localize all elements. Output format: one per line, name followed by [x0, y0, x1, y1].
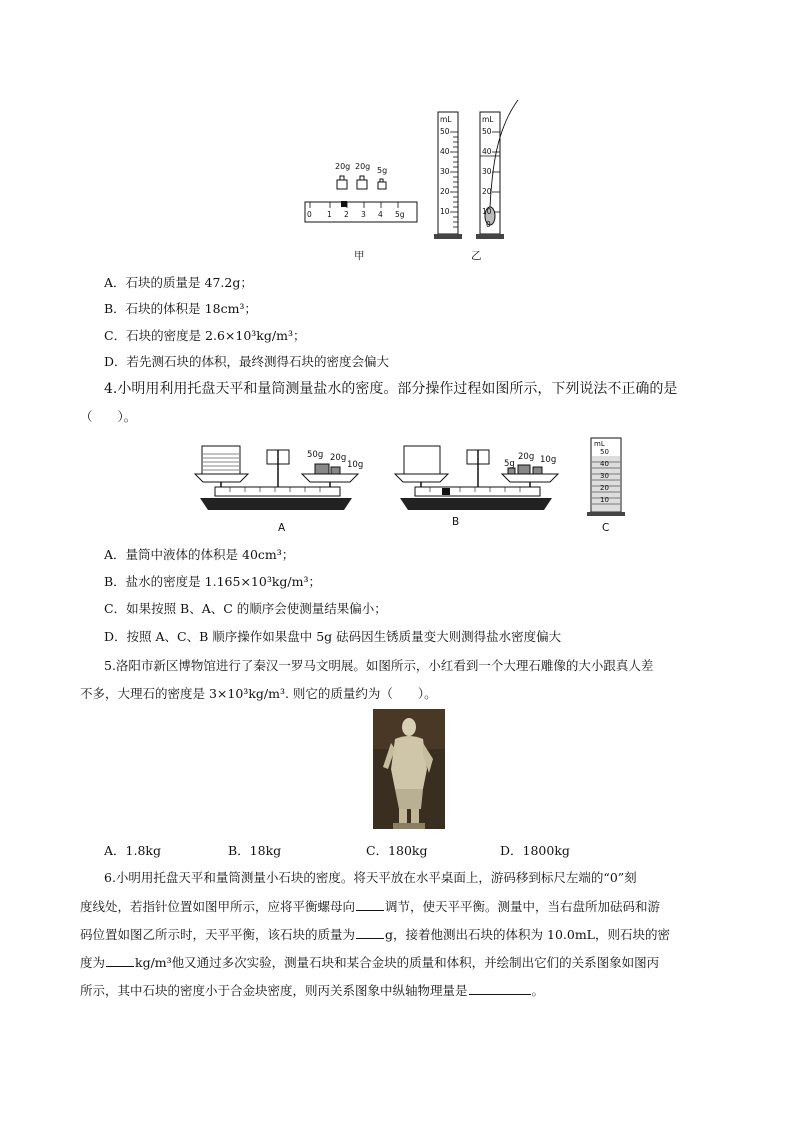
q6-line3-part2: g，接着他测出石块的体积为 10.0mL，则石块的密 [385, 927, 670, 942]
cylinder2-tick: 30 [482, 167, 492, 176]
scale-tick-0: 0 [307, 210, 312, 219]
q4-stem-line1: 4.小明用利用托盘天平和量筒测量盐水的密度。部分操作过程如图所示，下列说法不正确的是 [104, 381, 678, 397]
q3-option-b: B．石块的体积是 18cm³； [104, 301, 257, 316]
q4-option-b: B．盐水的密度是 1.165×10³kg/m³； [104, 574, 321, 589]
q6-line5 [80, 982, 544, 999]
q6-line5-part2: 。 [531, 983, 545, 998]
q6-line2-part1: 度线处，若指针位置如图甲所示，应将平衡螺母向 [80, 899, 356, 914]
scale-tick-5: 5g [395, 210, 405, 219]
balance-a-icon [190, 432, 360, 512]
q5-stem-line2: 不多，大理石的密度是 3×10³kg/m³. 则它的质量约为（ ）。 [80, 686, 437, 701]
q6-line4-part1: 度为 [80, 955, 106, 970]
q6-line4 [80, 954, 659, 971]
fig-c-tick: 50 [600, 448, 609, 456]
fig-c-tick: 10 [600, 496, 609, 504]
statue-photo [373, 709, 445, 829]
q4-option-d: D．按照 A、C、B 顺序操作如果盘中 5g 砝码因生锈质量变大则测得盐水密度偏大 [104, 629, 562, 644]
cylinder1-tick: 10 [440, 207, 450, 216]
balance-b-icon [390, 432, 560, 512]
fig-a-weight-1: 50g [307, 450, 324, 460]
cylinder2-tick: 10 [482, 207, 492, 216]
q4-option-c: C．如果按照 B、A、C 的顺序会使测量结果偏小； [104, 601, 387, 616]
q6-line3 [80, 926, 670, 943]
cylinder1-tick: 40 [440, 147, 450, 156]
q6-line4-part2: kg/m³他又通过多次实验，测量石块和某合金块的质量和体积，并绘制出它们的关系图象如图丙 [135, 955, 660, 970]
q6-blank-1[interactable] [356, 898, 384, 911]
q6-blank-4[interactable] [469, 982, 531, 995]
q3-option-d: D．若先测石块的体积，最终测得石块的密度会偏大 [104, 354, 390, 369]
q5-stem-line1: 5.洛阳市新区博物馆进行了秦汉一罗马文明展。如图所示，小红看到一个大理石雕像的大小跟真人差 [104, 658, 654, 673]
figure-label-yi: 乙 [471, 250, 482, 262]
cylinder2-unit: mL [482, 115, 494, 124]
fig-b-weight-2: 5g [504, 459, 515, 469]
q5-option-a: A．1.8kg [104, 843, 161, 858]
q5-option-c: C．180kg [366, 843, 428, 858]
weight-label-1: 20g [335, 162, 351, 171]
q3-option-c: C．石块的密度是 2.6×10³kg/m³； [104, 328, 306, 343]
fig-b-weight-1: 20g [518, 452, 535, 462]
q4-option-a: A．量筒中液体的体积是 40cm³； [104, 547, 295, 562]
q6-line5-part1: 所示，其中石块的密度小于合金块密度，则丙关系图象中纵轴物理量是 [80, 983, 468, 998]
fig-a-weight-2: 20g [330, 453, 347, 463]
q6-line2-part2: 调节，使天平平衡。测量中，当右盘所加砝码和游 [385, 899, 661, 914]
statue-icon [373, 709, 445, 829]
cylinder1-tick: 20 [440, 187, 450, 196]
weights-icon [300, 100, 530, 265]
figure-q3 [300, 100, 530, 265]
scale-tick-4: 4 [378, 210, 383, 219]
q6-line3-part1: 码位置如图乙所示时，天平平衡，该石块的质量为 [80, 927, 356, 942]
fig-a-label: A [278, 522, 286, 534]
fig-c-tick: 20 [600, 484, 609, 492]
cylinder2-tick: 20 [482, 187, 492, 196]
weight-label-3: 5g [377, 166, 388, 175]
q6-line1: 6.小明用托盘天平和量筒测量小石块的密度。将天平放在水平桌面上，游码移到标尺左端的“0”刻 [104, 870, 637, 885]
fig-b-label: B [452, 516, 460, 528]
q3-option-a: A．石块的质量是 47.2g； [104, 275, 253, 290]
cylinder2-tick: 0 [486, 220, 491, 229]
figure-label-jia: 甲 [354, 250, 365, 262]
q6-blank-2[interactable] [356, 926, 384, 939]
q6-line2 [80, 898, 660, 915]
scale-tick-1: 1 [327, 210, 332, 219]
q6-blank-3[interactable] [106, 954, 134, 967]
fig-c-unit: mL [594, 440, 605, 448]
fig-a-weight-3: 10g [347, 460, 364, 470]
cylinder2-tick: 40 [482, 147, 492, 156]
fig-c-tick: 40 [600, 460, 609, 468]
fig-c-tick: 30 [600, 472, 609, 480]
q4-stem-line2: （ ）。 [80, 409, 137, 424]
fig-b-weight-3: 10g [540, 455, 557, 465]
fig-c-label: C [602, 522, 610, 534]
cylinder2-tick: 50 [482, 127, 492, 136]
cylinder1-unit: mL [440, 115, 452, 124]
cylinder1-tick: 50 [440, 127, 450, 136]
q5-option-d: D．1800kg [500, 843, 570, 858]
q5-option-b: B．18kg [228, 843, 282, 858]
figure-q4 [190, 432, 640, 540]
scale-tick-3: 3 [361, 210, 366, 219]
scale-tick-2: 2 [344, 210, 349, 219]
cylinder1-tick: 30 [440, 167, 450, 176]
weight-label-2: 20g [355, 162, 371, 171]
